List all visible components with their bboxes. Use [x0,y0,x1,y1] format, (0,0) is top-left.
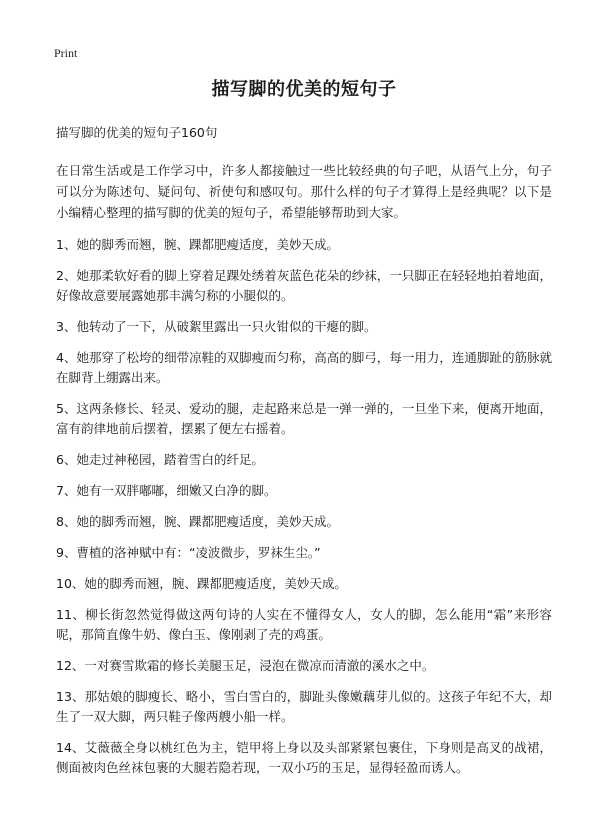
list-item: 3、他转动了一下，从破絮里露出一只火钳似的干瘪的脚。 [56,319,377,334]
list-item: 14、艾薇薇全身以桃红色为主，铠甲将上身以及头部紧紧包裹住，下身则是高叉的战裙，侧面被肉色丝袜包裹的大腿若隐若现，一双小巧的玉足，显得轻盈而诱人。 [56,740,552,775]
list-item: 1、她的脚秀而翘，腕、踝都肥瘦适度，美妙天成。 [56,237,339,252]
list-item: 10、她的脚秀而翘，腕、踝都肥瘦适度，美妙天成。 [56,576,347,591]
list-item: 7、她有一双胖嘟嘟，细嫩又白净的脚。 [56,483,277,498]
list-item: 4、她那穿了松垮的细带凉鞋的双脚瘦而匀称，高高的脚弓，每一用力，连通脚趾的筋脉就在脚背上绷露出来。 [56,350,552,385]
page-title: 描写脚的优美的短句子 [211,79,397,100]
list-item: 12、一对赛雪欺霜的修长美腿玉足，浸泡在微凉而清澈的溪水之中。 [56,658,435,673]
list-item: 13、那姑娘的脚瘦长、略小，雪白雪白的，脚趾头像嫩藕芽儿似的。这孩子年纪不大，却生了一双大脚，两只鞋子像两艘小船一样。 [56,689,552,724]
list-item: 6、她走过神秘园，踏着雪白的纤足。 [56,452,264,467]
list-item: 8、她的脚秀而翘，腕、踝都肥瘦适度，美妙天成。 [56,514,339,529]
sentence-list [56,235,552,778]
list-item: 5、这两条修长、轻灵、爱动的腿，走起路来总是一弹一弹的，一旦坐下来，便离开地面，富有韵律地前后摆着，摆累了便左右摇着。 [56,401,552,436]
print-label: Print [54,46,78,60]
list-item: 9、曹植的洛神赋中有：“凌波微步，罗袜生尘。” [56,545,321,560]
document-subtitle: 描写脚的优美的短句子160句 [56,125,218,140]
list-item: 2、她那柔软好看的脚上穿着足踝处绣着灰蓝色花朵的纱袜，一只脚正在轻轻地拍着地面，好像故意要展露她那丰满匀称的小腿似的。 [56,268,552,303]
intro-paragraph: 在日常生活或是工作学习中，许多人都接触过一些比较经典的句子吧，从语气上分，句子可以分为陈述句、疑问句、祈使句和感叹句。那什么样的句子才算得上是经典呢？以下是小编精心整理的描写脚的优美的短句子，希望能够帮助到大家。 [56,163,552,220]
list-item: 11、柳长街忽然觉得做这两句诗的人实在不懂得女人，女人的脚，怎么能用“霜”来形容呢，那简直像牛奶、像白玉、像刚剥了壳的鸡蛋。 [56,607,552,642]
